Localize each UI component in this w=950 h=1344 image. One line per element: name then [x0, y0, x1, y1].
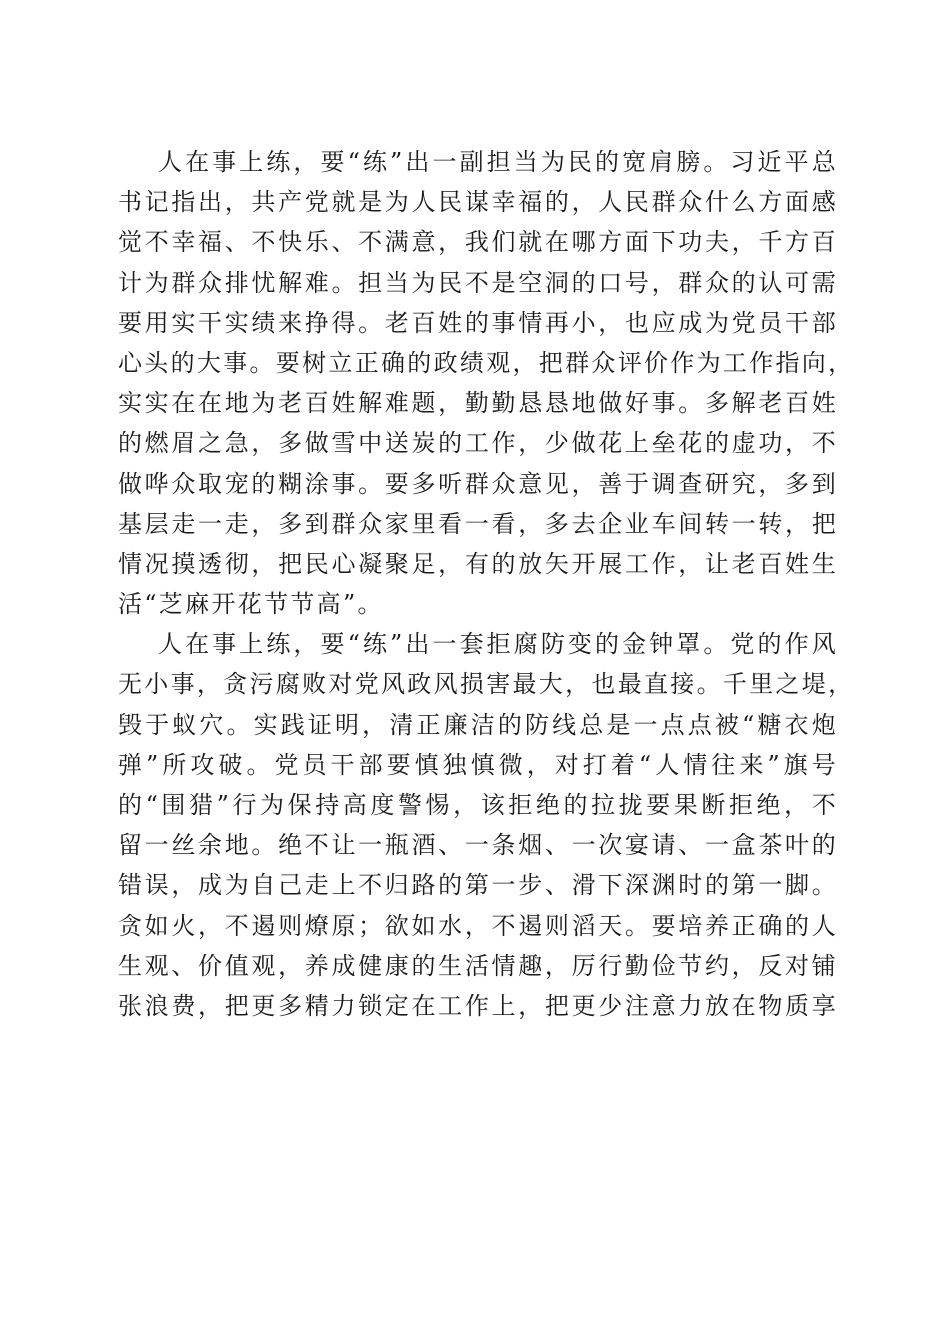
- text-line: 心头的大事。要树立正确的政绩观，把群众评价作为工作指向，: [118, 348, 855, 377]
- text-line: 做哗众取宠的糊涂事。要多听群众意见，善于调查研究，多到: [118, 469, 838, 498]
- text-line: 毁于蚁穴。实践证明，清正廉洁的防线总是一点点被“糖衣炮: [118, 710, 838, 739]
- text-line: 的“围猎”行为保持高度警惕，该拒绝的拉拢要果断拒绝，不: [118, 791, 838, 819]
- text-line: 贪如火，不遏则燎原；欲如水，不遏则滔天。要培养正确的人: [118, 911, 838, 940]
- text-line: 情况摸透彻，把民心凝聚足，有的放矢开展工作，让老百姓生: [118, 549, 838, 578]
- text-line: 留一丝余地。绝不让一瓶酒、一条烟、一次宴请、一盒茶叶的: [118, 831, 838, 860]
- text-line: 计为群众排忧解难。担当为民不是空洞的口号，群众的认可需: [118, 268, 838, 297]
- text-line: 张浪费，把更多精力锁定在工作上，把更少注意力放在物质享: [118, 991, 838, 1020]
- text-line: 错误，成为自己走上不归路的第一步、滑下深渊时的第一脚。: [118, 871, 838, 900]
- paragraph-1: [118, 142, 855, 624]
- text-line: 的燃眉之急，多做雪中送炭的工作，少做花上垒花的虚功，不: [118, 429, 838, 458]
- text-line: 人在事上练，要“练”出一套拒腐防变的金钟罩。党的作风: [158, 630, 838, 659]
- text-line: 书记指出，共产党就是为人民谋幸福的，人民群众什么方面感: [118, 188, 838, 217]
- text-line: 实实在在地为老百姓解难题，勤勤恳恳地做好事。多解老百姓: [118, 389, 838, 418]
- text-line: 基层走一走，多到群众家里看一看，多去企业车间转一转，把: [118, 509, 838, 538]
- text-line: 弹”所攻破。党员干部要慎独慎微，对打着“人情往来”旗号: [118, 750, 838, 779]
- text-line: 觉不幸福、不快乐、不满意，我们就在哪方面下功夫，千方百: [118, 228, 838, 257]
- text-line: 活“芝麻开花节节高”。: [118, 590, 384, 619]
- text-line: 无小事，贪污腐败对党风政风损害最大，也最直接。千里之堤，: [118, 670, 855, 699]
- text-line: 要用实干实绩来挣得。老百姓的事情再小，也应成为党员干部: [118, 308, 838, 337]
- body-text: [118, 142, 855, 1026]
- paragraph-2: [118, 624, 855, 1026]
- text-line: 人在事上练，要“练”出一副担当为民的宽肩膀。习近平总: [158, 148, 838, 176]
- text-line: 生观、价值观，养成健康的生活情趣，厉行勤俭节约，反对铺: [118, 951, 838, 980]
